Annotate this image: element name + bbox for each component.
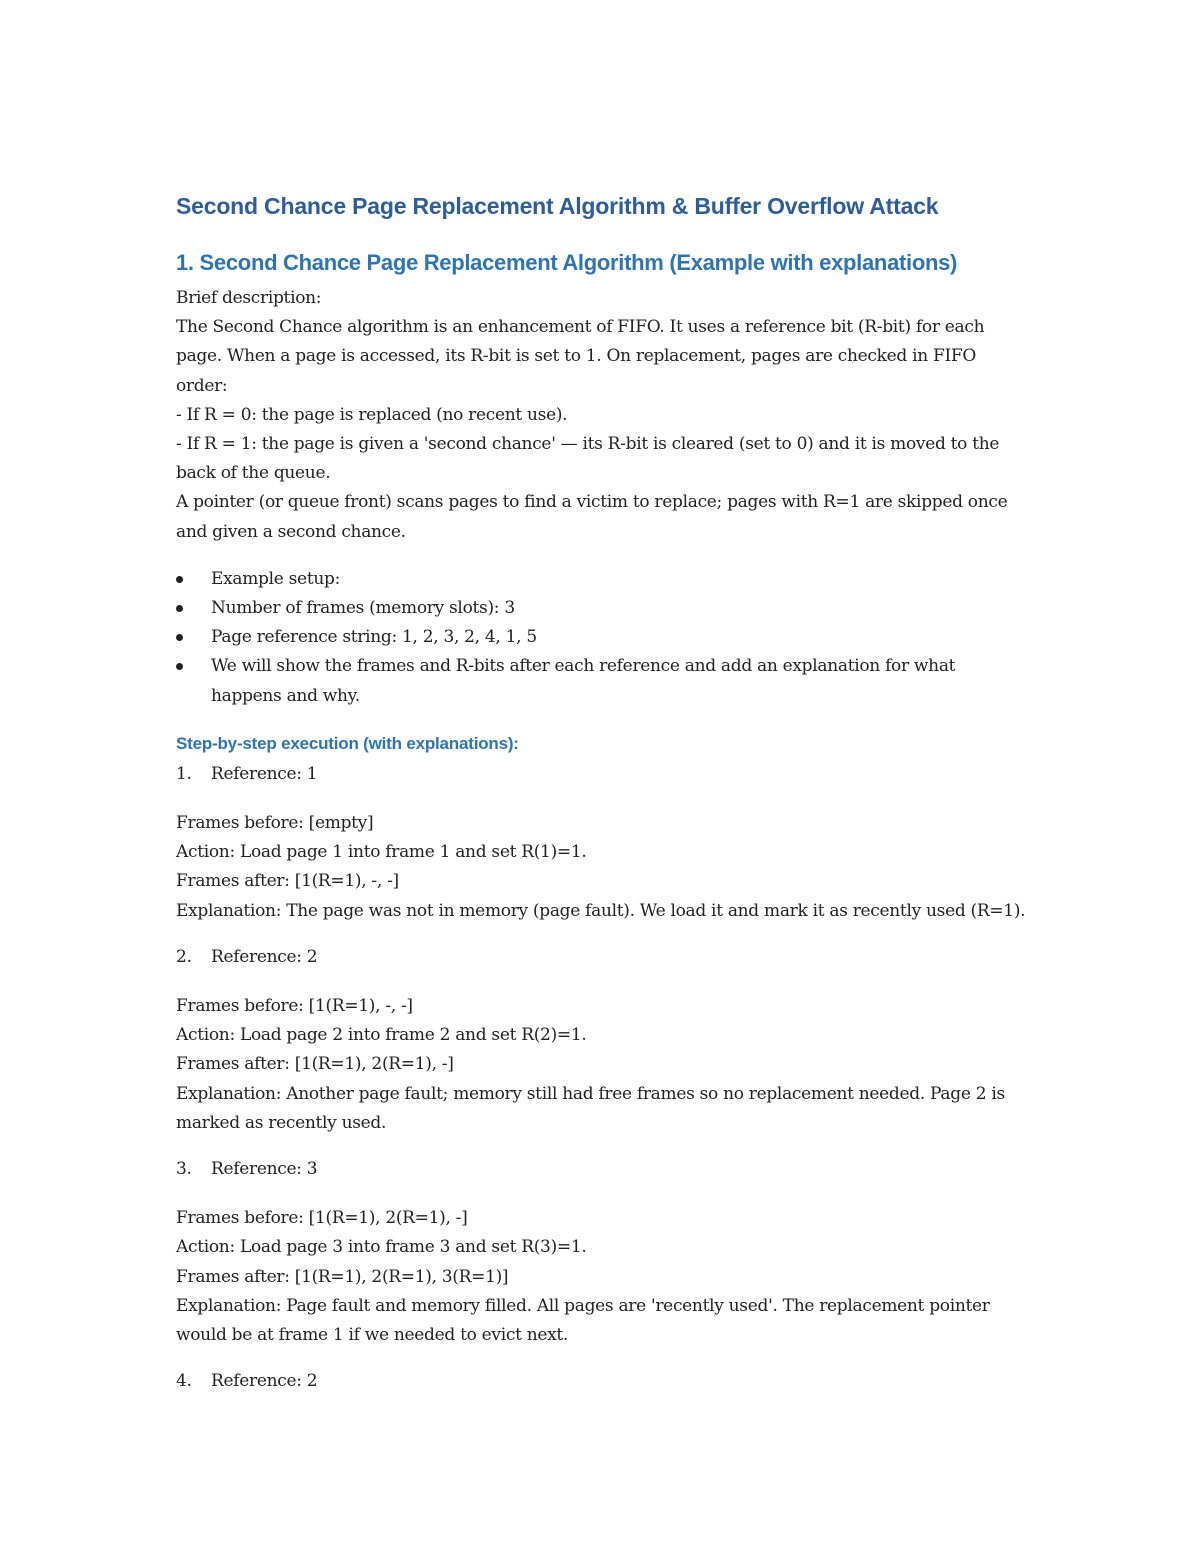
list-item (176, 623, 1026, 652)
step-line: Action: Load page 2 into frame 2 and set R(2)=1. (176, 1025, 587, 1046)
document-title: Second Chance Page Replacement Algorithm & Buffer Overflow Attack (176, 193, 939, 219)
step-reference-text: Reference: 2 (211, 1371, 318, 1392)
step (176, 943, 1026, 1138)
step-line: Frames after: [1(R=1), -, -] (176, 871, 399, 892)
example-setup-list (176, 565, 1026, 711)
step-line: Frames before: [1(R=1), 2(R=1), -] (176, 1208, 468, 1229)
step-number: 2. (176, 946, 192, 967)
step-number: 4. (176, 1371, 192, 1392)
list-item (176, 652, 1026, 710)
intro-paragraph (176, 284, 1026, 547)
list-item-text: Example setup: (211, 568, 341, 589)
list-item (176, 594, 1026, 623)
step-line: Explanation: Page fault and memory filled. All pages are 'recently used'. The replacement pointer would be at frame 1 if we needed to evict next. (176, 1295, 990, 1346)
step-line: Frames before: [1(R=1), -, -] (176, 996, 413, 1017)
intro-line: A pointer (or queue front) scans pages to find a victim to replace; pages with R=1 are skipped once and given a second chance. (176, 492, 1008, 542)
intro-line: The Second Chance algorithm is an enhancement of FIFO. It uses a reference bit (R-bit) for each page. When a page is accessed, its R-bit is set to 1. On replacement, pages are checked in FIFO order: (176, 317, 985, 396)
step-reference (176, 1367, 1026, 1396)
step-reference-text: Reference: 3 (211, 1159, 318, 1180)
intro-line: - If R = 0: the page is replaced (no recent use). (176, 404, 568, 425)
step-reference (176, 1155, 1026, 1184)
list-item-text: Number of frames (memory slots): 3 (211, 598, 515, 619)
step (176, 1155, 1026, 1350)
step (176, 1367, 1026, 1396)
steps-heading: Step-by-step execution (with explanations): (176, 733, 519, 753)
step-reference (176, 760, 1026, 789)
step-number: 3. (176, 1159, 192, 1180)
bullet-icon (176, 605, 183, 612)
step-reference (176, 943, 1026, 972)
bullet-icon (176, 663, 183, 670)
step-line: Explanation: Another page fault; memory still had free frames so no replacement needed. Page 2 is marked as recently used. (176, 1083, 1005, 1133)
step-line: Action: Load page 1 into frame 1 and set R(1)=1. (176, 842, 587, 863)
section-heading: 1. Second Chance Page Replacement Algorithm (Example with explanations) (176, 250, 958, 275)
step-reference-text: Reference: 1 (211, 763, 318, 784)
step-line: Frames after: [1(R=1), 2(R=1), -] (176, 1054, 454, 1075)
step-line: Explanation: The page was not in memory (page fault). We load it and mark it as recently used (R=1). (176, 900, 1026, 921)
document-body (176, 190, 1026, 1417)
step-line: Frames after: [1(R=1), 2(R=1), 3(R=1)] (176, 1266, 509, 1287)
intro-line: Brief description: (176, 288, 322, 308)
step-line: Frames before: [empty] (176, 813, 374, 834)
list-item-text: We will show the frames and R-bits after each reference and add an explanation for what happens and why. (211, 656, 956, 706)
step (176, 760, 1026, 926)
intro-line: - If R = 1: the page is given a 'second chance' — its R-bit is cleared (set to 0) and it is moved to the back of the queue. (176, 434, 1000, 484)
list-item (176, 565, 1026, 594)
step-reference-text: Reference: 2 (211, 946, 318, 967)
bullet-icon (176, 576, 183, 583)
bullet-icon (176, 634, 183, 641)
list-item-text: Page reference string: 1, 2, 3, 2, 4, 1, 5 (211, 627, 537, 648)
step-number: 1. (176, 763, 192, 784)
step-line: Action: Load page 3 into frame 3 and set R(3)=1. (176, 1237, 587, 1258)
